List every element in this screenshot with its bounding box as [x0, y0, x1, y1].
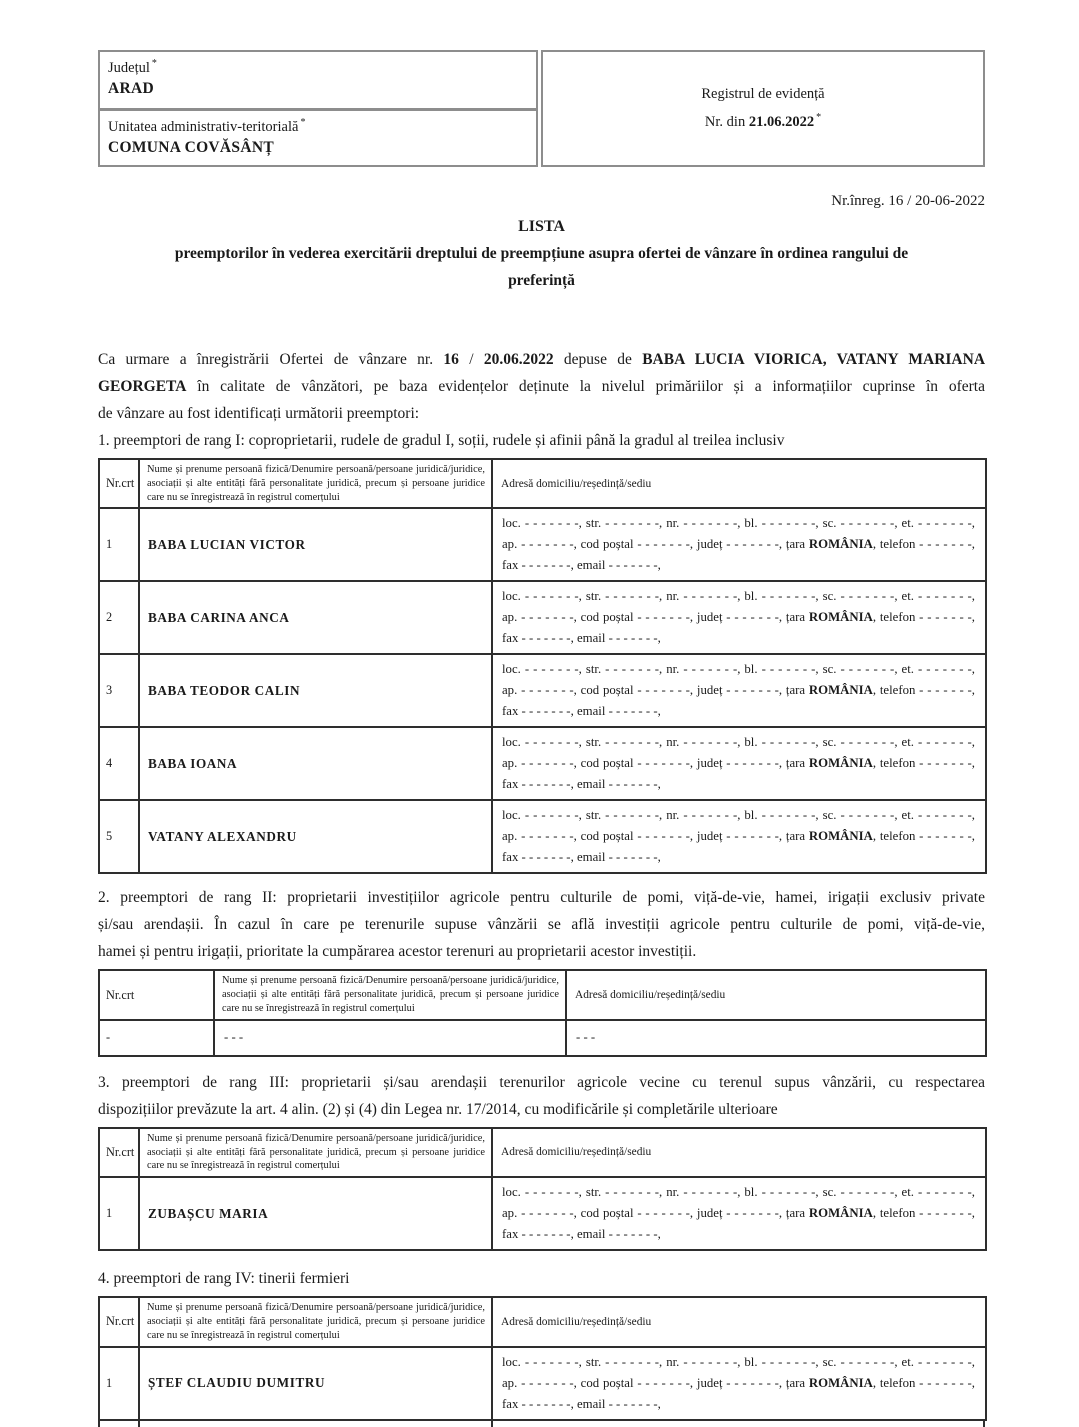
preemptor-name: VATANY ALEXANDRU: [139, 800, 492, 873]
preemptor-name: BABA CARINA ANCA: [139, 581, 492, 654]
preemptor-address: loc. - - - - - - -, str. - - - - - - -, nr. - - - - - - -, bl. - - - - - - -, sc. - - - - - - -, et. - - - - - - -, ap. - - - - - - -, cod poștal - - - - - - -, județ - - - - - - -, țara ROMÂNIA, telefon - - - - - - -, fax - - - - - - -, email - - - - - - -,: [492, 1177, 986, 1250]
table-row: [99, 1347, 986, 1420]
rang4-heading: 4. preemptori de rang IV: tinerii fermieri: [98, 1270, 350, 1288]
uat-value: COMUNA COVĂSÂNȚ: [108, 138, 274, 156]
table-row: [99, 654, 986, 727]
required-asterisk: *: [151, 58, 157, 69]
table-row: [99, 1020, 986, 1056]
preemptor-address: loc. - - - - - - -, str. - - - - - - -, nr. - - - - - - -, bl. - - - - - - -, sc. - - - - - - -, et. - - - - - - -, ap. - - - - - - -, cod poștal - - - - - - -, județ - - - - - - -, țara ROMÂNIA, telefon - - - - - - -, fax - - - - - - -, email - - - - - - -,: [492, 800, 986, 873]
header-address: Adresă domiciliu/reședință/sediu: [492, 459, 986, 508]
table-header-row: [99, 459, 986, 508]
table-header-row: [99, 1128, 986, 1177]
registry-number-line: Nr. din 21.06.2022 *: [704, 112, 822, 130]
table-row: [99, 800, 986, 873]
required-asterisk: *: [300, 117, 306, 128]
rang3-paragraph: 3. preemptori de rang III: proprietarii și/sau arendașii terenurilor agricole vecine cu terenul supus vânzării, cu respectarea dispozițiilor prevăzute la art. 4 alin. (2) și (4) din Legea nr. 17/2014, cu modificările și completările ulterioare: [98, 1073, 985, 1118]
county-label: Județul *: [108, 58, 157, 76]
preemptor-name: BABA LUCIAN VICTOR: [139, 508, 492, 581]
uat-label: Unitatea administrativ-teritorială *: [108, 117, 306, 135]
row-number: 2: [99, 581, 139, 654]
table-row: [99, 727, 986, 800]
county-uat-box: [98, 50, 538, 167]
table-header-row: [99, 970, 986, 1019]
header-nr: Nr.crt: [99, 970, 214, 1019]
preemptor-address: loc. - - - - - - -, str. - - - - - - -, nr. - - - - - - -, bl. - - - - - - -, sc. - - - - - - -, et. - - - - - - -, ap. - - - - - - -, cod poștal - - - - - - -, județ - - - - - - -, țara ROMÂNIA, telefon - - - - - - -, fax - - - - - - -, email - - - - - - -,: [492, 581, 986, 654]
header-name: Nume și prenume persoană fizică/Denumire persoană/persoane juridică/juridice, asociații și alte entități fără personalitate juridică, precum și persoane juridice care nu se înregistrează în registrul comerțului: [214, 970, 566, 1019]
preemptor-address: loc. - - - - - - -, str. - - - - - - -, nr. - - - - - - -, bl. - - - - - - -, sc. - - - - - - -, et. - - - - - - -, ap. - - - - - - -, cod poștal - - - - - - -, județ - - - - - - -, țara ROMÂNIA, telefon - - - - - - -, fax - - - - - - -, email - - - - - - -,: [492, 654, 986, 727]
table-row: [99, 1177, 986, 1250]
rang3-table: [98, 1127, 987, 1251]
registry-title: Registrul de evidență: [701, 86, 825, 103]
county-cell: [100, 52, 536, 108]
preemptor-name: ZUBAȘCU MARIA: [139, 1177, 492, 1250]
header-name: Nume și prenume persoană fizică/Denumire persoană/persoane juridică/juridice, asociații și alte entități fără personalitate juridică, precum și persoane juridice care nu se înregistrează în registrul comerțului: [139, 1297, 492, 1346]
row-number: 1: [99, 1347, 139, 1420]
header-name: Nume și prenume persoană fizică/Denumire persoană/persoane juridică/juridice, asociații și alte entități fără personalitate juridică, precum și persoane juridice care nu se înregistrează în registrul comerțului: [139, 1128, 492, 1177]
row-number: 1: [99, 1177, 139, 1250]
next-row-cutoff: [98, 1421, 985, 1427]
row-number: 5: [99, 800, 139, 873]
preemptor-address: loc. - - - - - - -, str. - - - - - - -, nr. - - - - - - -, bl. - - - - - - -, sc. - - - - - - -, et. - - - - - - -, ap. - - - - - - -, cod poștal - - - - - - -, județ - - - - - - -, țara ROMÂNIA, telefon - - - - - - -, fax - - - - - - -, email - - - - - - -,: [492, 727, 986, 800]
uat-cell: [100, 108, 536, 165]
row-number: -: [99, 1020, 214, 1056]
header-nr: Nr.crt: [99, 1128, 139, 1177]
table-row: [99, 581, 986, 654]
registry-box: [541, 50, 985, 167]
preemptor-name: ȘTEF CLAUDIU DUMITRU: [139, 1347, 492, 1420]
preemptor-name: BABA IOANA: [139, 727, 492, 800]
document-title: LISTA: [518, 218, 565, 235]
rang1-heading: 1. preemptori de rang I: coproprietarii, rudele de gradul I, soții, rudele și afinii până la gradul al treilea inclusiv: [98, 432, 785, 449]
rang2-table: [98, 969, 987, 1056]
header-nr: Nr.crt: [99, 459, 139, 508]
rang1-table: [98, 458, 987, 874]
preemptor-name: BABA TEODOR CALIN: [139, 654, 492, 727]
header-address: Adresă domiciliu/reședință/sediu: [566, 970, 986, 1019]
row-number: 4: [99, 727, 139, 800]
header-boxes: [98, 50, 985, 167]
header-address: Adresă domiciliu/reședință/sediu: [492, 1128, 986, 1177]
table-row: [99, 508, 986, 581]
registration-number: Nr.înreg. 16 / 20-06-2022: [831, 193, 985, 209]
row-number: 3: [99, 654, 139, 727]
preemptor-address: - - -: [566, 1020, 986, 1056]
preemptor-address: loc. - - - - - - -, str. - - - - - - -, nr. - - - - - - -, bl. - - - - - - -, sc. - - - - - - -, et. - - - - - - -, ap. - - - - - - -, cod poștal - - - - - - -, județ - - - - - - -, țara ROMÂNIA, telefon - - - - - - -, fax - - - - - - -, email - - - - - - -,: [492, 1347, 986, 1420]
header-nr: Nr.crt: [99, 1297, 139, 1346]
intro-paragraph: Ca urmare a înregistrării Ofertei de vânzare nr. 16 / 20.06.2022 depuse de BABA LUCIA VIORICA, VATANY MARIANA GEORGETA în calitate de vânzători, pe baza evidențelor deținute la nivelul primăriilor și a informațiilor cuprinse în oferta de vânzare au fost identificați următorii preemptori: 1. preemptori de rang I: coproprietarii, rudele de gradul I, soții, rudele și afinii până la gradul al treilea inclusiv: [98, 346, 985, 454]
document-content: [98, 0, 985, 1427]
preemptor-name: - - -: [214, 1020, 566, 1056]
county-value: ARAD: [108, 79, 154, 97]
document-subtitle: preemptorilor în vederea exercitării dreptului de preempțiune asupra ofertei de vânzare în ordinea rangului de preferință: [174, 245, 909, 289]
preemptor-address: loc. - - - - - - -, str. - - - - - - -, nr. - - - - - - -, bl. - - - - - - -, sc. - - - - - - -, et. - - - - - - -, ap. - - - - - - -, cod poștal - - - - - - -, județ - - - - - - -, țara ROMÂNIA, telefon - - - - - - -, fax - - - - - - -, email - - - - - - -,: [492, 508, 986, 581]
header-address: Adresă domiciliu/reședință/sediu: [492, 1297, 986, 1346]
row-number: 1: [99, 508, 139, 581]
required-asterisk: *: [816, 112, 822, 124]
table-header-row: [99, 1297, 986, 1346]
rang4-table: [98, 1296, 987, 1420]
header-name: Nume și prenume persoană fizică/Denumire persoană/persoane juridică/juridice, asociații și alte entități fără personalitate juridică, precum și persoane juridice care nu se înregistrează în registrul comerțului: [139, 459, 492, 508]
rang2-paragraph: 2. preemptori de rang II: proprietarii investițiilor agricole pentru culturile de pomi, viță-de-vie, hamei, irigații exclusiv private și/sau arendașii. În cazul în care pe terenurile supuse vânzării se află investiții agricole pentru culturile de pomi, viță-de-vie, hamei și pentru irigații, prioritate la cumpărarea acestor terenuri au proprietarii acestor investiții.: [98, 889, 985, 961]
